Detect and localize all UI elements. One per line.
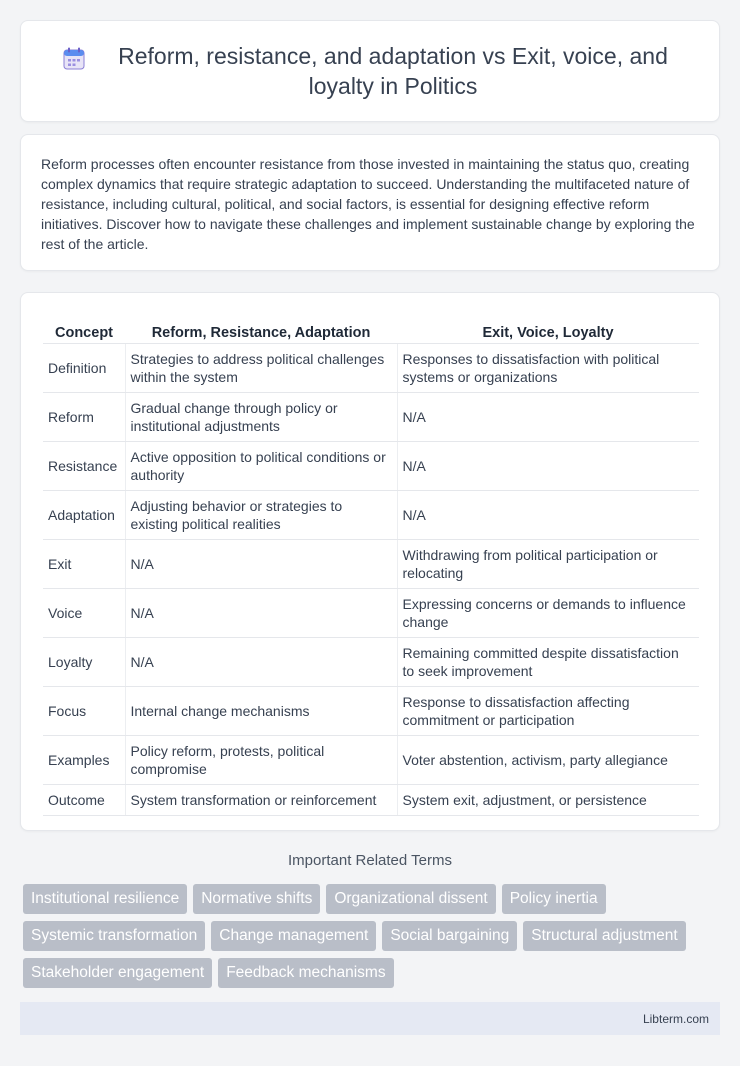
cell-exit: N/A — [397, 441, 699, 490]
cell-reform: N/A — [125, 588, 397, 637]
cell-exit: Remaining committed despite dissatisfaction to seek improvement — [397, 637, 699, 686]
cell-concept: Reform — [43, 392, 125, 441]
related-term-tag[interactable]: Change management — [211, 921, 376, 951]
cell-reform: Active opposition to political conditions or authority — [125, 441, 397, 490]
related-terms-heading: Important Related Terms — [288, 852, 452, 869]
cell-reform: Internal change mechanisms — [125, 686, 397, 735]
calendar-icon — [60, 45, 88, 73]
related-term-tag[interactable]: Institutional resilience — [23, 884, 187, 914]
cell-concept: Resistance — [43, 441, 125, 490]
table-header-row — [43, 313, 699, 343]
title-card — [20, 20, 720, 122]
intro-card — [20, 134, 720, 271]
table-row — [43, 441, 699, 490]
table-row — [43, 490, 699, 539]
intro-paragraph: Reform processes often encounter resistance from those invested in maintaining the status quo, creating complex dynamics that require strategic adaptation to succeed. Understanding the multifaceted nature of resistance, including cultural, political, and social factors, is essential for designing effective reform initiatives. Discover how to navigate these challenges and implement sustainable change by exploring the rest of the article. — [41, 156, 695, 252]
cell-reform: Adjusting behavior or strategies to existing political realities — [125, 490, 397, 539]
cell-concept: Adaptation — [43, 490, 125, 539]
cell-reform: Policy reform, protests, political compromise — [125, 735, 397, 784]
column-header-concept: Concept — [43, 313, 125, 343]
cell-exit: System exit, adjustment, or persistence — [397, 784, 699, 815]
comparison-table — [43, 313, 699, 816]
cell-exit: N/A — [397, 392, 699, 441]
related-term-tag[interactable]: Feedback mechanisms — [218, 958, 393, 988]
table-row — [43, 735, 699, 784]
related-term-tag[interactable]: Organizational dissent — [326, 884, 495, 914]
table-row — [43, 588, 699, 637]
table-row — [43, 686, 699, 735]
related-term-tag[interactable]: Policy inertia — [502, 884, 606, 914]
cell-concept: Definition — [43, 343, 125, 392]
cell-exit: Response to dissatisfaction affecting commitment or participation — [397, 686, 699, 735]
cell-exit: Voter abstention, activism, party allegiance — [397, 735, 699, 784]
cell-reform: N/A — [125, 539, 397, 588]
cell-exit: N/A — [397, 490, 699, 539]
page-title: Reform, resistance, and adaptation vs Exit, voice, and loyalty in Politics — [118, 43, 668, 99]
cell-reform: Gradual change through policy or institutional adjustments — [125, 392, 397, 441]
related-terms-list — [23, 884, 723, 988]
related-term-tag[interactable]: Social bargaining — [382, 921, 517, 951]
column-header-exit: Exit, Voice, Loyalty — [397, 313, 699, 343]
related-term-tag[interactable]: Normative shifts — [193, 884, 320, 914]
table-row — [43, 343, 699, 392]
cell-concept: Outcome — [43, 784, 125, 815]
footer-site-link[interactable]: Libterm.com — [642, 1011, 709, 1026]
cell-reform: System transformation or reinforcement — [125, 784, 397, 815]
footer — [20, 1002, 720, 1035]
cell-concept: Voice — [43, 588, 125, 637]
cell-concept: Loyalty — [43, 637, 125, 686]
cell-concept: Exit — [43, 539, 125, 588]
related-term-tag[interactable]: Systemic transformation — [23, 921, 205, 951]
column-header-reform: Reform, Resistance, Adaptation — [125, 313, 397, 343]
related-term-tag[interactable]: Stakeholder engagement — [23, 958, 212, 988]
table-row — [43, 637, 699, 686]
table-row — [43, 392, 699, 441]
cell-exit: Withdrawing from political participation or relocating — [397, 539, 699, 588]
cell-reform: Strategies to address political challenges within the system — [125, 343, 397, 392]
table-row — [43, 784, 699, 815]
comparison-card — [20, 292, 720, 831]
cell-exit: Expressing concerns or demands to influence change — [397, 588, 699, 637]
cell-exit: Responses to dissatisfaction with political systems or organizations — [397, 343, 699, 392]
cell-concept: Focus — [43, 686, 125, 735]
related-term-tag[interactable]: Structural adjustment — [523, 921, 685, 951]
table-row — [43, 539, 699, 588]
cell-reform: N/A — [125, 637, 397, 686]
cell-concept: Examples — [43, 735, 125, 784]
